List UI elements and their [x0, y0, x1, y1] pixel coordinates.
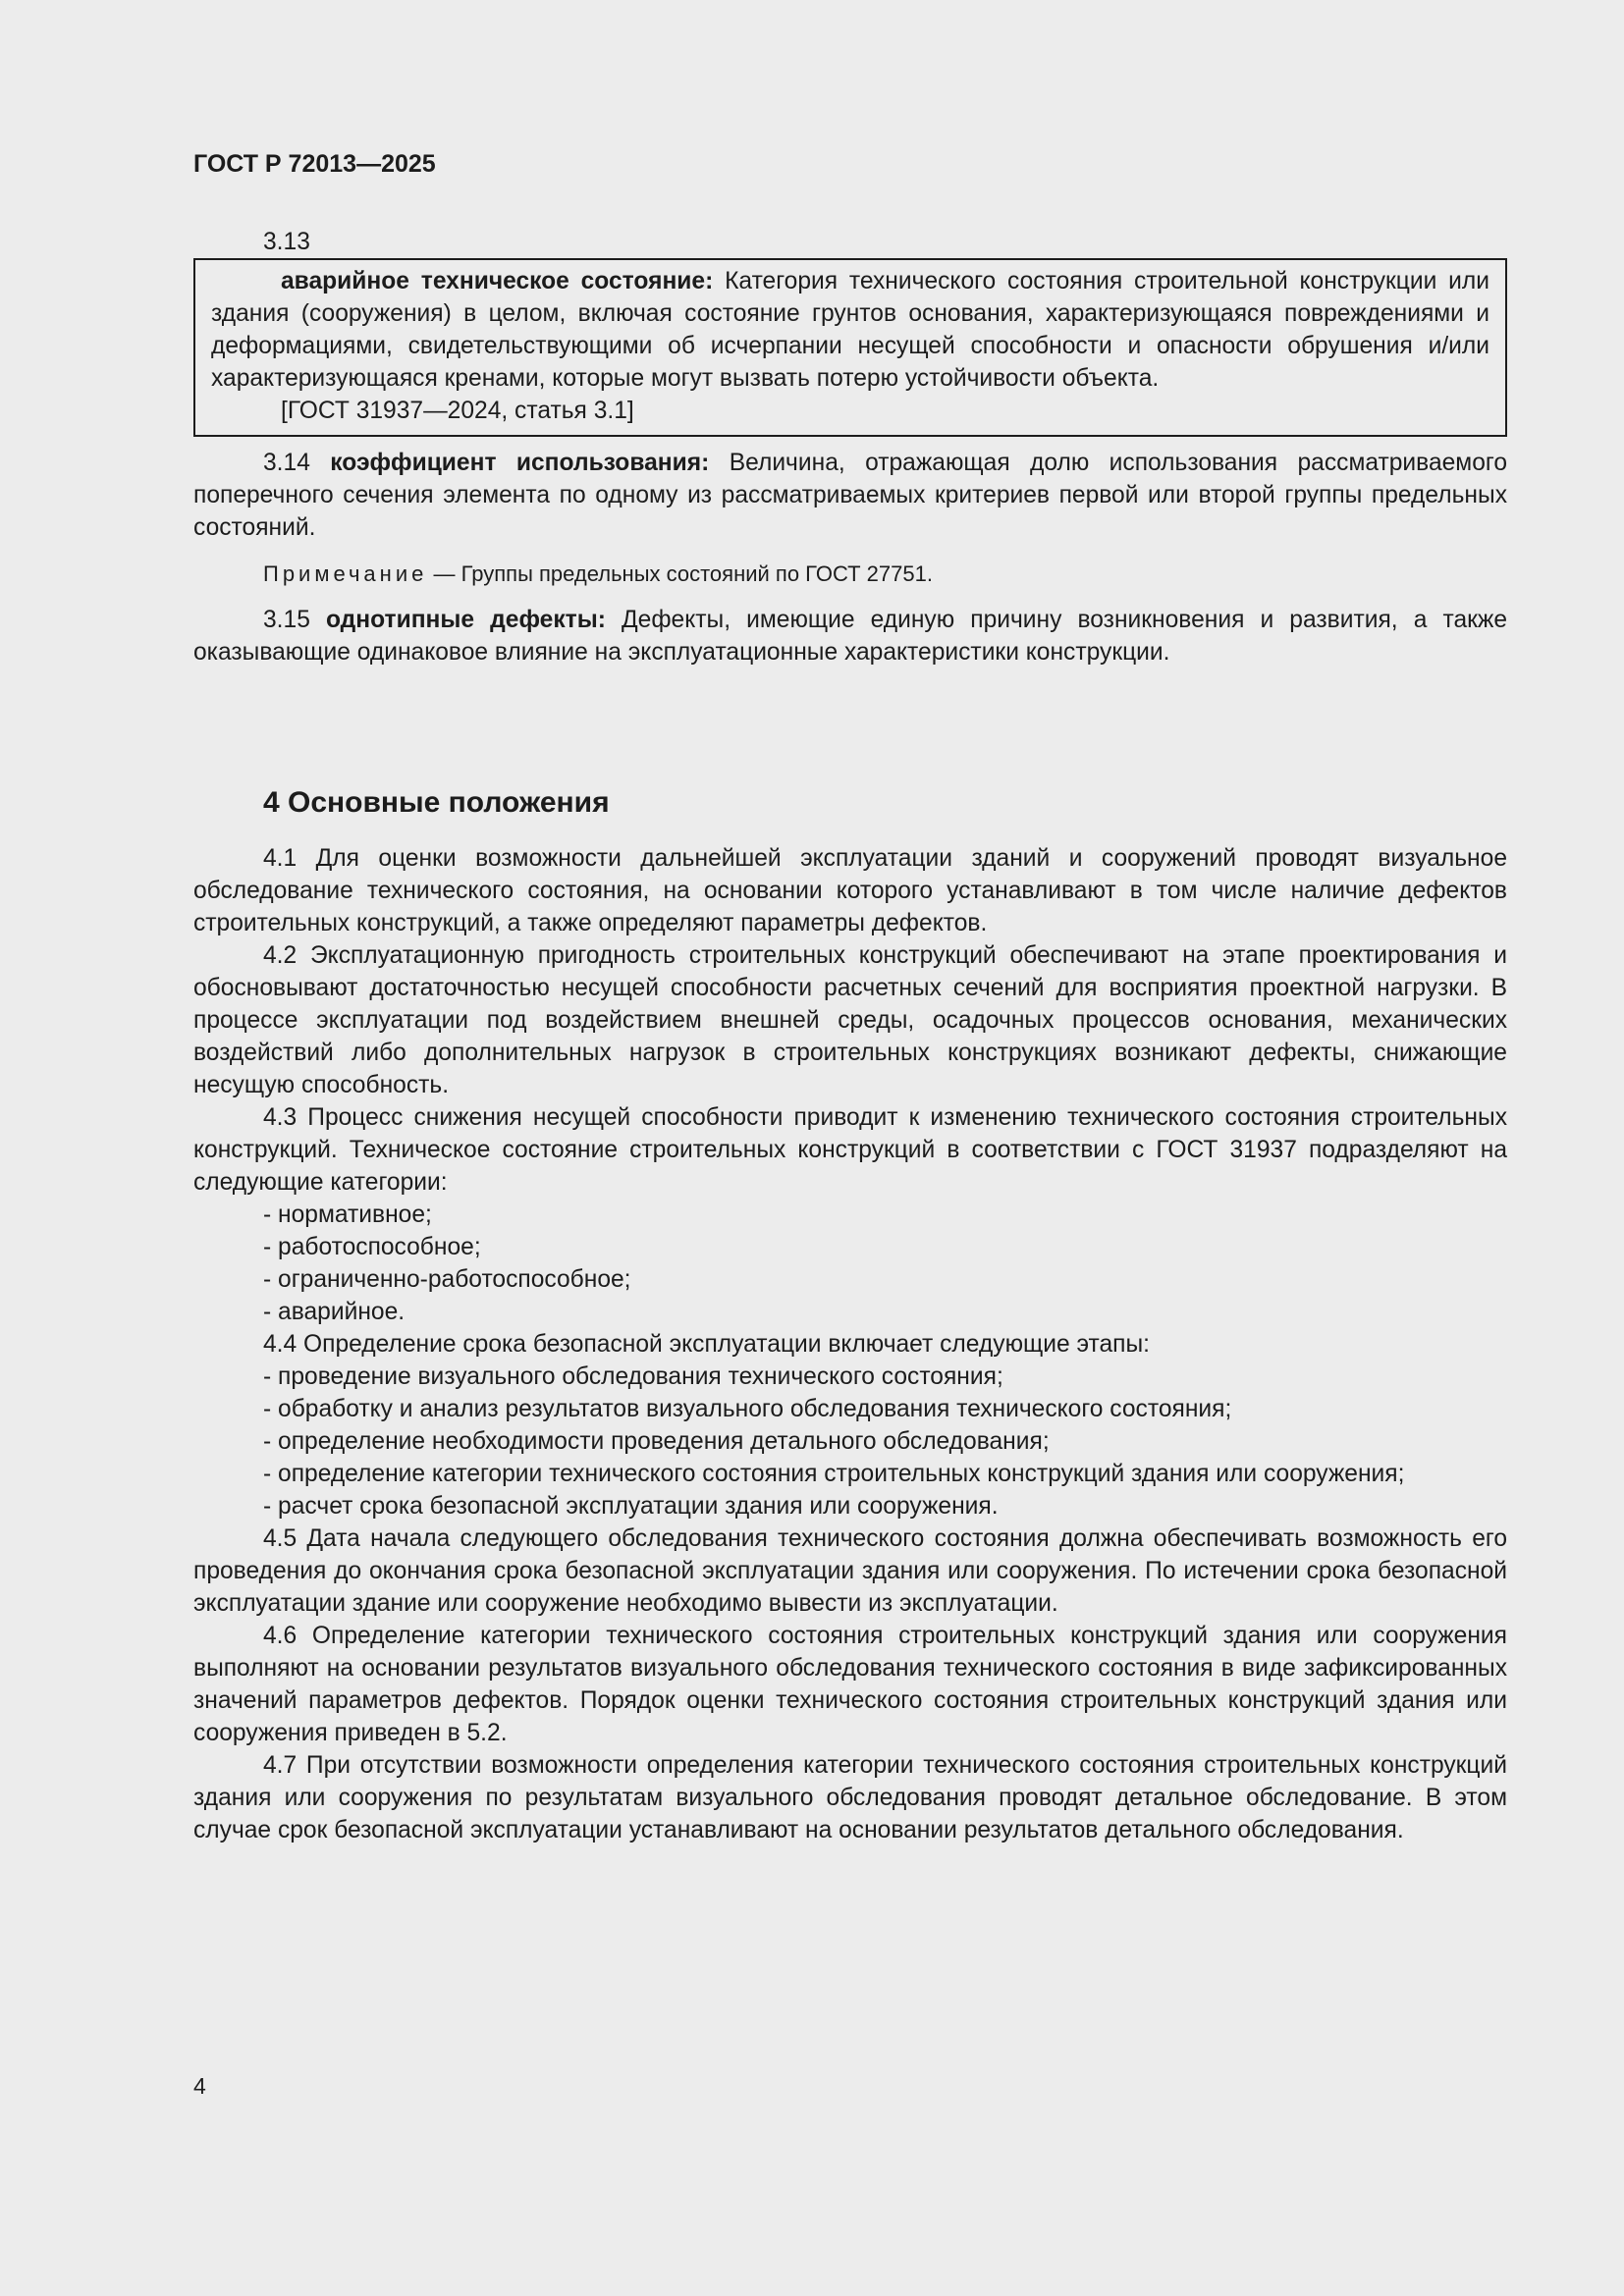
list-item: - аварийное.: [263, 1299, 406, 1325]
term-3-15: однотипные дефекты:: [325, 607, 606, 633]
clause-3-14-number: 3.14: [263, 450, 310, 476]
list-item: - работоспособное;: [263, 1234, 481, 1260]
term-3-14: коэффициент использования:: [330, 450, 710, 476]
section-4-title: 4 Основные положения: [263, 786, 610, 819]
list-item: - определение категории технического состояния строительных конструкций здания или сооружения;: [263, 1461, 1405, 1487]
reference-3-13: [ГОСТ 31937—2024, статья 3.1]: [281, 398, 634, 424]
clause-4-6: 4.6 Определение категории технического состояния строительных конструкций здания или сооружения выполняют на основании результатов визуального обследования технического состояния в виде зафиксированных значений параметров дефектов. Порядок оценки технического состояния строительных конструкций здания или сооружения приведен в 5.2.: [193, 1623, 1507, 1746]
clause-3-15-number: 3.15: [263, 607, 310, 633]
clause-4-4: 4.4 Определение срока безопасной эксплуатации включает следующие этапы:: [263, 1331, 1151, 1358]
list-item: - нормативное;: [263, 1201, 432, 1228]
clause-3-14: [193, 447, 1507, 544]
clause-4-1: 4.1 Для оценки возможности дальнейшей эксплуатации зданий и сооружений проводят визуальное обследование технического состояния, на основании которого устанавливают в том числе наличие дефектов строительных конструкций, а также определяют параметры дефектов.: [193, 845, 1507, 936]
list-item: - обработку и анализ результатов визуального обследования технического состояния;: [263, 1396, 1232, 1422]
term-3-13: аварийное техническое состояние:: [281, 268, 714, 294]
list-item: - проведение визуального обследования технического состояния;: [263, 1363, 1003, 1390]
list-item: - определение необходимости проведения детального обследования;: [263, 1428, 1050, 1455]
section-3-definitions: [193, 226, 1507, 668]
clause-3-13-number: 3.13: [263, 229, 310, 255]
definition-box-3-13: [193, 258, 1507, 437]
definition-3-13: Категория технического состояния строительной конструкции или здания (сооружения) в целом, включая состояние грунтов основания, характеризующаяся повреждениями и деформациями, свидетельствующими об исчерпании несущей способности и опасности обрушения и/или характеризующаяся кренами, которые могут вызвать потерю устойчивости объекта.: [211, 268, 1489, 392]
definition-3-15: Дефекты, имеющие единую причину возникновения и развития, а также оказывающие одинаковое влияние на эксплуатационные характеристики конструкции.: [193, 607, 1508, 666]
note-label: Примечание: [263, 561, 428, 586]
clause-4-5: 4.5 Дата начала следующего обследования технического состояния должна обеспечивать возможность его проведения до окончания срока безопасной эксплуатации здания или сооружения. По истечении срока безопасной эксплуатации здание или сооружение необходимо вывести из эксплуатации.: [193, 1525, 1507, 1617]
section-4: [193, 785, 1507, 1846]
list-item: - расчет срока безопасной эксплуатации здания или сооружения.: [263, 1493, 999, 1520]
clause-4-2: 4.2 Эксплуатационную пригодность строительных конструкций обеспечивают на этапе проектирования и обосновывают достаточностью несущей способности расчетных сечений для восприятия проектной нагрузки. В процессе эксплуатации под воздействием внешней среды, осадочных процессов основания, механических воздействий либо дополнительных нагрузок в строительных конструкциях возникают дефекты, снижающие несущую способность.: [193, 942, 1507, 1098]
clause-4-3: 4.3 Процесс снижения несущей способности приводит к изменению технического состояния строительных конструкций. Техническое состояние строительных конструкций в соответствии с ГОСТ 31937 подразделяют на следующие категории:: [193, 1104, 1507, 1196]
note-text: — Группы предельных состояний по ГОСТ 27751.: [433, 561, 933, 586]
note-3-14: [193, 558, 1507, 590]
clause-3-13-text: [211, 265, 1489, 395]
definition-3-14: Величина, отражающая долю использования рассматриваемого поперечного сечения элемента по одному из рассматриваемых критериев первой или второй группы предельных состояний.: [193, 450, 1508, 541]
page-header: ГОСТ Р 72013—2025: [193, 150, 436, 178]
clause-4-7: 4.7 При отсутствии возможности определения категории технического состояния строительных конструкций здания или сооружения по результатам визуального обследования проводят детальное обследование. В этом случае срок безопасной эксплуатации устанавливают на основании результатов детального обследования.: [193, 1752, 1507, 1843]
list-item: - ограниченно-работоспособное;: [263, 1266, 631, 1293]
page-number: 4: [193, 2073, 206, 2099]
clause-3-15: [193, 604, 1507, 668]
